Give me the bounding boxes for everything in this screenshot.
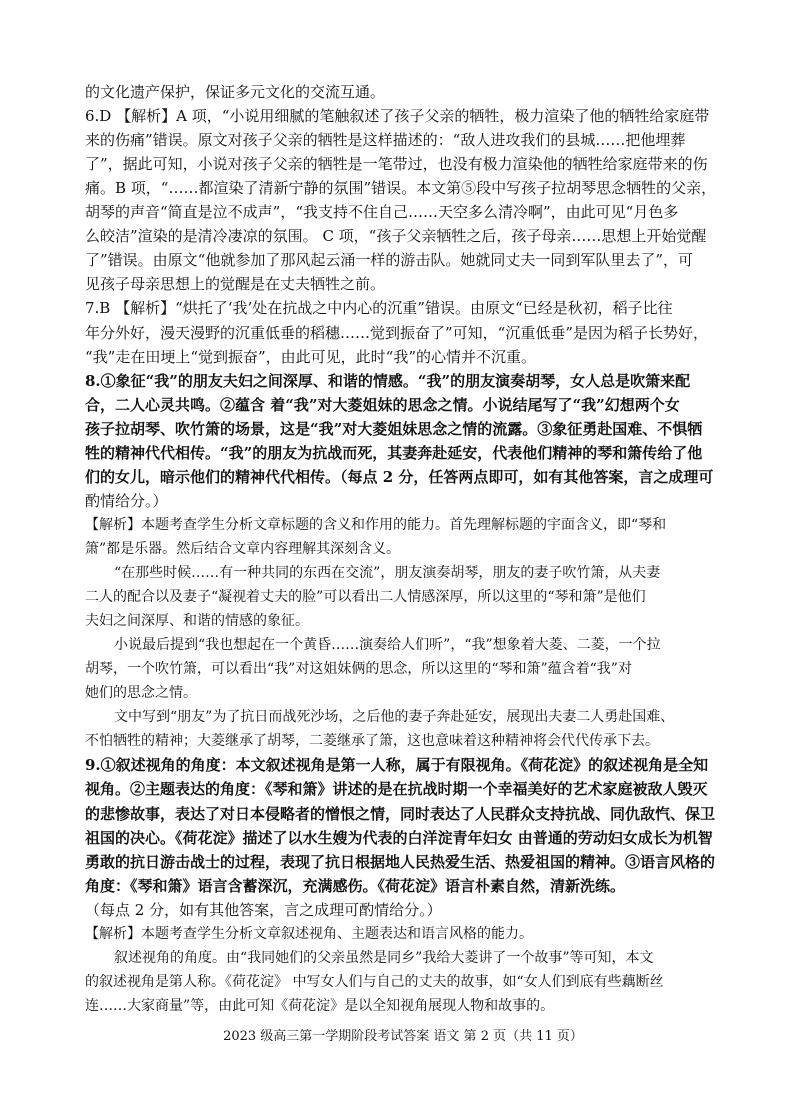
text-line: 胡琴，一个吹竹箫，可以看出“我”对这姐妹俩的思念，所以这里的“琴和箫”蕴含着“我”对 [85,661,632,678]
text-line: 【解析】本题考查学生分析文章标题的含义和作用的能力。首先理解标题的宇面含义，即“琴和 [85,516,667,533]
text-line: 的悲惨故事，表达了对日本侵略者的憎恨之情，同时表达了人民群众支持抗战、同仇敌忾、保卫 [85,804,716,823]
text-line: 了”，据此可知，小说对孩子父亲的牺牲是一笔带过，也没有极力渲染他的牺牲给家庭带来的伤 [85,155,708,174]
text-line: 祖国的决心。《荷花淀》描述了以水生嫂为代表的白洋淀青年妇女 由普通的劳动妇女成长为机智 [85,828,713,847]
text-line: 叙述视角的角度。由“我同她们的父亲虽然是同乡”我给大菱讲了一个故事”等可知，本文 [114,949,654,966]
text-line: 【解析】本题考查学生分析文章叙述视角、主题表达和语言风格的能力。 [85,925,533,942]
text-line: 小说最后提到“我也想起在一个黄昏……演奏给人们听”，“我”想象着大菱、二菱，一个拉 [114,637,661,654]
text-line: 见孩子母亲思想上的觉醒是在丈夫牺牲之前。 [85,275,386,294]
text-line: 角度：《琴和箫》语言含蓄深沉，充满感伤。《荷花淀》语言朴素自然，清新洗练。 [85,876,626,895]
page-footer: 2023 级高三第一学期阶段考试答案 语文 第 2 页（共 11 页） [223,1029,583,1044]
text-line: （每点 2 分，如有其他答案，言之成理可酌情给分。） [85,900,442,919]
text-line: 了”错误。由原文“他就参加了那风起云涌一样的游击队。她就同丈夫一同到军队里去了”，可 [85,251,694,270]
text-line: 6.D 【解析】A 项，“小说用细腻的笔触叙述了孩子父亲的牺牲，极力渲染了他的牺牲给家庭带 [85,107,710,126]
text-line: 她们的思念之情。 [85,685,197,702]
text-line: 胡琴的声音“简直是泣不成声”，“我支持不住自己……天空多么清冷啊”，由此可见“月色多 [85,203,679,222]
text-line: 勇敢的抗日游击战士的过程，表现了抗日根据地人民热爱生活、热爱祖国的精神。③语言风格的 [85,852,716,871]
text-line: “在那些时候……有一种共同的东西在交流”，朋友演奏胡琴，朋友的妻子吹竹箫，从夫妻 [114,565,661,581]
text-line: 们的女儿，暗示他们的精神代代相传。（每点 2 分，任答两点即可，如有其他答案，言之成理可 [85,467,714,486]
text-line: 的文化遗产保护，保证多元文化的交流互通。 [85,83,386,101]
text-line: 孩子拉胡琴、吹竹箫的场景，这是“我”对大菱姐妹思念之情的流露。③象征勇赴国难、不惧牺 [85,419,703,438]
text-line: 7.B 【解析】“烘托了‘我’处在抗战之中内心的沉重”错误。由原文“已经是秋初，稻子比往 [85,299,673,318]
text-line: 夫妇之间深厚、和谐的情感的象征。 [85,613,309,630]
text-line: 痛。B 项，“……都渲染了清新宁静的氛围”错误。本文第⑤段中写孩子拉胡琴思念牺牲的父亲， [85,179,717,198]
text-line: “我”走在田埂上“觉到振奋”，由此可见，此时“我”的心情并不沉重。 [85,347,537,366]
text-line: 酌情给分。） [85,491,168,510]
text-line: 二人的配合以及妻子“凝视着丈夫的脸”可以看出二人情感深厚，所以这里的“琴和箫”是他们 [85,589,646,606]
text-line: 不怕牺牲的精神；大菱继承了胡琴，二菱继承了箫，这也意味着这种精神将会代代传承下去。 [85,733,659,750]
text-line: 视角。②主题表达的角度：《琴和箫》讲述的是在抗战时期一个幸福美好的艺术家庭被敌人毁灭 [85,780,708,799]
text-line: 的叙述视角是第人称。《荷花淀》 中写女人们与自己的丈夫的故事，如“女人们到底有些藕断丝 [85,973,664,990]
text-line: 连……大家商量”等，由此可知《荷花淀》是以全知视角展现人物和故事的。 [85,997,555,1014]
text-line: 文中写到“朋友”为了抗日而战死沙场，之后他的妻子奔赴延安，展现出夫妻二人勇赴国难、 [114,709,675,726]
text-line: 牲的精神代代相传。“我”的朋友为抗战而死，其妻奔赴延安，代表他们精神的琴和箫传给了他 [85,443,703,462]
text-line: 9.①叙述视角的角度：本文叙述视角是第一人称，属于有限视角。《荷花淀》的叙述视角是全知 [85,756,709,775]
text-line: 么皎洁”渲染的是清冷凄凉的氛围。 C 项，“孩子父亲牺牲之后，孩子母亲……思想上开始觉醒 [85,227,707,246]
text-line: 8.①象征“我”的朋友夫妇之间深厚、和谐的情感。“我”的朋友演奏胡琴，女人总是吹箫来配 [85,371,691,390]
text-line: 来的伤痛”错误。原文对孩子父亲的牺牲是这样描述的：“敌人进攻我们的县城……把他埋葬 [85,131,686,150]
text-line: 年分外好，漫天漫野的沉重低垂的稻穗……觉到振奋了”可知，“沉重低垂”是因为稻子长势好， [85,323,709,342]
text-line: 箫”都是乐器。然后结合文章内容理解其深刻含义。 [85,540,401,557]
text-line: 合，二人心灵共鸣。②蕴含 着“我”对大菱姐妹的思念之情。小说结尾写了“我”幻想两个女 [85,395,680,414]
